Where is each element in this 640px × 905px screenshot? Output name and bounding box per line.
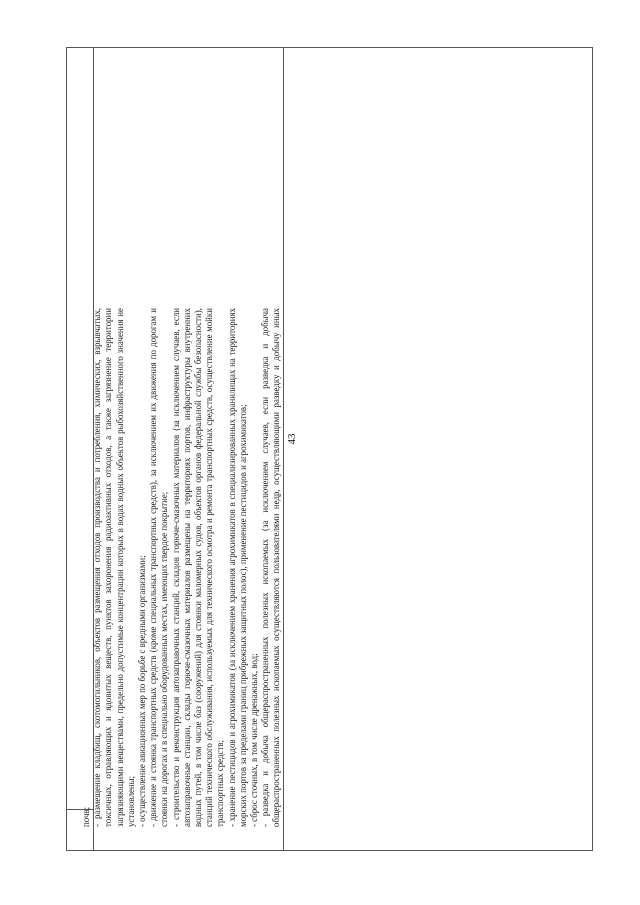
page-number: 43: [286, 433, 298, 445]
table-column-divider: [283, 48, 284, 850]
restriction-item: - строительство и реконструкция автозаправочных станций, складов горюче-смазочных материалов (за исключением случаев, если автозаправочные станции, склады горюче-смазочных материалов размещены на территориях портов, инфраструктуры внутренних водных путей, в том числе баз (сооружений) для стоянки маломерных судов, объектов органов федеральной службы безопасности), станций технического обслуживания, используемых для технического осмотра и ремонта транспортных средств, осуществление мойки транспортных средств;: [170, 308, 226, 827]
restriction-item: - разведка и добыча общераспространенных полезных ископаемых (за исключением случаев, если разведка и добыча общераспространенных полезных ископаемых осуществляются пользователями недр, осуществляющими разведку и добычу иных: [260, 308, 282, 827]
restriction-item: почв;: [81, 806, 91, 827]
restriction-item: - размещение кладбищ, скотомогильников, объектов размещения отходов производства и потребления, химических, взрывчатых, токсичных, отравляющих и ядовитых веществ, пунктов захоронения радиоактивных отходов, а также загрязнение территории загрязняющими веществами, предельно допустимые концентрации которых в водах водных объектов рыбохозяйственного значения не установлены;: [92, 308, 136, 827]
restriction-item: - движение и стоянка транспортных средств (кроме специальных транспортных средств), за исключением их движения по дорогам и стоянки на дорогах и в специально оборудованных местах, имеющих твердое покрытие;: [148, 308, 170, 827]
restriction-item: - хранение пестицидов и агрохимикатов (за исключением хранения агрохимикатов в специализированных хранилищах на территориях морских портов за пределами границ прибрежных защитных полос), применение пестицидов и агрохимикатов;: [226, 308, 248, 827]
restriction-item: - осуществление авиационных мер по борьбе с вредными организмами;: [137, 555, 148, 827]
restriction-item: - сброс сточных, в том числе дренажных, вод;: [249, 653, 260, 827]
restrictions-text-cell: [79, 304, 282, 831]
